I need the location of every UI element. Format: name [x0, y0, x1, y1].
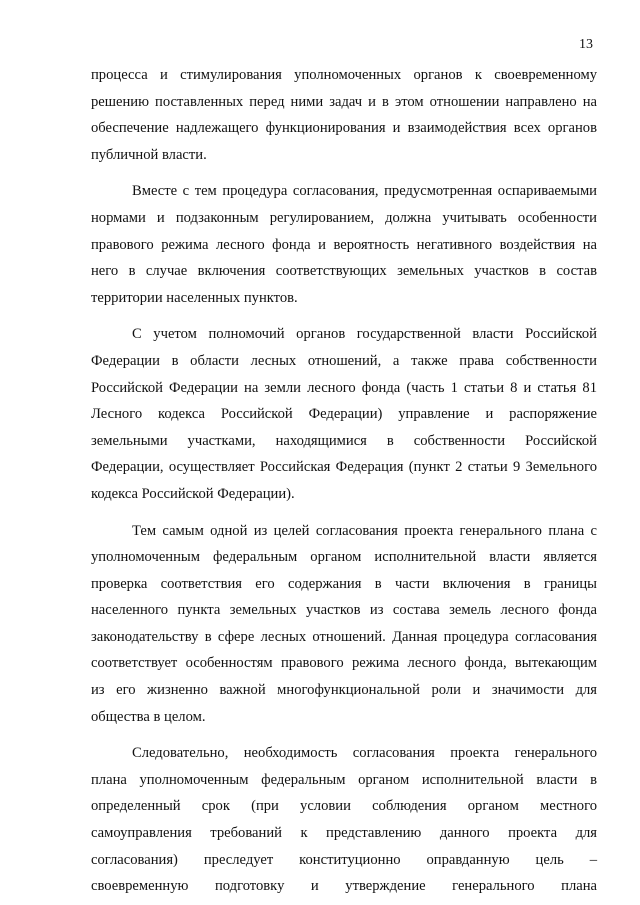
paragraph-line: населенного пункта земельных участков из состава земель лесного фонда [91, 602, 597, 619]
paragraph-line: земельными участками, находящимися в собственности Российской [91, 432, 597, 449]
paragraph-line: своевременную подготовку и утверждение генерального плана [91, 878, 597, 895]
paragraph-line: определенный срок (при условии соблюдения органом местного [91, 798, 597, 815]
paragraph-line: решению поставленных перед ними задач и в этом отношении направлено на [91, 93, 597, 110]
paragraph-line: кодекса Российской Федерации). [91, 485, 295, 502]
paragraph-line: процесса и стимулирования уполномоченных органов к своевременному [91, 67, 597, 83]
paragraph-line: плана уполномоченным федеральным органом исполнительной власти в [91, 771, 597, 788]
paragraph-line: Федерации, осуществляет Российская Федерация (пункт 2 статьи 9 Земельного [91, 459, 597, 476]
paragraph-line: согласования) преследует конституционно оправданную цель – [91, 851, 597, 868]
page-number: 13 [579, 37, 593, 52]
paragraph-line: уполномоченным федеральным органом исполнительной власти является [91, 549, 597, 566]
paragraph [91, 740, 597, 900]
paragraph-line: Следовательно, необходимость согласования проекта генерального [132, 745, 597, 762]
paragraph-line: территории населенных пунктов. [91, 289, 298, 306]
paragraph-line: него в случае включения соответствующих земельных участков в состав [91, 263, 597, 280]
paragraph-line: Федерации в области лесных отношений, а также права собственности [91, 352, 597, 369]
paragraph-line: Вместе с тем процедура согласования, предусмотренная оспариваемыми [132, 183, 597, 200]
paragraph-line: проверка соответствия его содержания в части включения в границы [91, 575, 597, 592]
paragraph-line: нормами и подзаконным регулированием, должна учитывать особенности [91, 209, 597, 226]
paragraph-line: правового режима лесного фонда и вероятность негативного воздействия на [91, 236, 597, 253]
paragraph-line: Российской Федерации на земли лесного фонда (часть 1 статьи 8 и статья 81 [91, 379, 597, 396]
paragraph-line: самоуправления требований к представлению данного проекта для [91, 825, 597, 842]
paragraph-line: Тем самым одной из целей согласования проекта генерального плана с [132, 522, 597, 539]
paragraph-line: обеспечение надлежащего функционирования и взаимодействия всех органов [91, 120, 597, 137]
document-body [91, 62, 597, 900]
paragraph-line: С учетом полномочий органов государственной власти Российской [132, 326, 597, 343]
paragraph-line: из его жизненно важной многофункциональной роли и значимости для [91, 682, 597, 699]
paragraph-line: Лесного кодекса Российской Федерации) управление и распоряжение [91, 406, 597, 423]
paragraph-line: законодательству в сфере лесных отношений. Данная процедура согласования [91, 628, 597, 645]
paragraph [91, 62, 597, 168]
paragraph [91, 518, 597, 731]
paragraph [91, 178, 597, 311]
paragraph [91, 321, 597, 507]
paragraph-line: публичной власти. [91, 146, 207, 163]
paragraph-line: общества в целом. [91, 708, 206, 725]
paragraph-line: соответствует особенностям правового режима лесного фонда, вытекающим [91, 655, 597, 672]
